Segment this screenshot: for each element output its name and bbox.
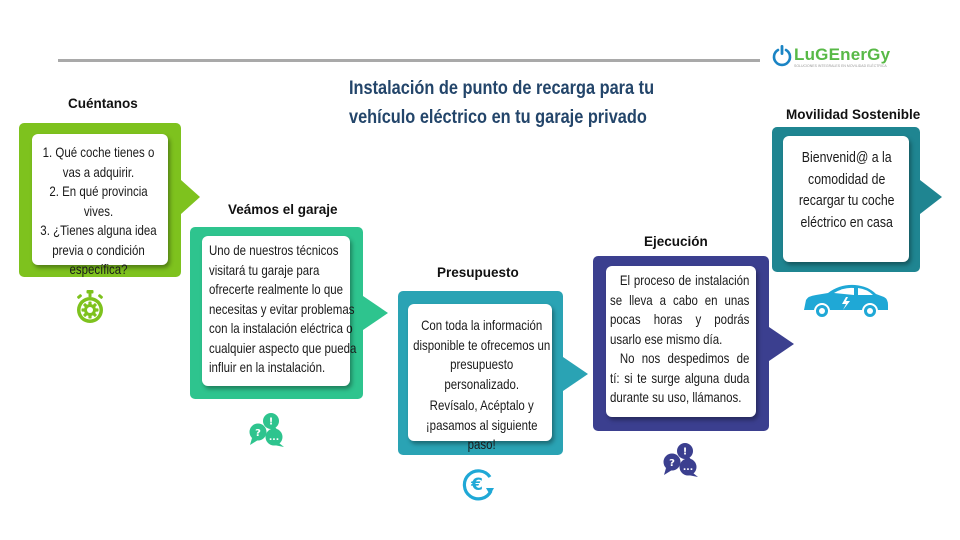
svg-text:!: !: [682, 446, 688, 458]
euro-cycle-icon: [460, 467, 498, 501]
step-4-arrow: [769, 327, 794, 361]
chat-bubbles-icon: [662, 442, 700, 478]
step-1-title: Cuéntanos: [68, 96, 138, 111]
step-4-text-2: No nos despedimos de tí: si te surge alguna duda durante su uso, llámanos.: [610, 350, 750, 405]
brand-name: LuGEnerGy: [794, 45, 891, 64]
step-1-arrow: [181, 180, 200, 214]
brand-logo: [772, 44, 912, 72]
step-3-text: Con toda la información disponible te ofrecemos un presupuesto personalizado.: [413, 317, 551, 392]
header-rule: [58, 59, 760, 62]
chat-bubbles-icon: [248, 412, 286, 448]
step-1-card: [32, 134, 168, 277]
step-5-title: Movilidad Sostenible: [786, 107, 921, 122]
step-2-arrow: [363, 296, 388, 330]
power-plug-icon: [772, 44, 792, 68]
list-item: 1. Qué coche tienes o: [42, 144, 155, 160]
title-line-1: Instalación de punto de recarga para tu: [349, 78, 655, 99]
list-item: 3. ¿Tienes alguna idea: [40, 222, 157, 238]
step-3-arrow: [563, 357, 588, 391]
svg-text:...: ...: [682, 463, 694, 473]
step-3-text-2: Revísalo, Acéptalo y ¡pasamos al siguiente paso!: [425, 397, 538, 452]
svg-text:...: ...: [268, 433, 280, 443]
step-5-arrow: [920, 180, 942, 214]
question-list: [37, 143, 160, 280]
svg-text:?: ?: [669, 458, 675, 469]
stopwatch-gear-icon: [74, 290, 106, 324]
step-5-text: Bienvenid@ a la comodidad de recargar tu coche eléctrico en casa: [798, 149, 895, 231]
svg-text:!: !: [268, 416, 274, 428]
step-2-title: Veámos el garaje: [228, 202, 338, 217]
svg-text:€: €: [471, 475, 483, 495]
step-4-card: [606, 266, 756, 417]
brand-tagline: SOLUCIONES INTEGRALES EN MOVILIDAD ELÉCTRICA: [794, 64, 887, 68]
step-4-title: Ejecución: [644, 234, 708, 249]
electric-car-icon: [800, 280, 890, 320]
list-item: previa o condición: [52, 241, 145, 258]
step-3-title: Presupuesto: [437, 265, 519, 280]
svg-text:?: ?: [255, 428, 261, 439]
list-item: vas a adquirir.: [62, 163, 135, 180]
step-4-text: El proceso de instalación se lleva a cabo en unas pocas horas y podrás usarlo ese mismo día.: [610, 272, 750, 347]
page-title: [349, 74, 676, 132]
list-item: específica?: [69, 261, 128, 277]
step-2-card: [202, 236, 357, 386]
title-line-2: vehículo eléctrico en tu garaje privado: [349, 107, 647, 128]
step-3-card: [408, 304, 552, 452]
step-5-card: [783, 136, 909, 262]
list-item: 2. En qué provincia vives.: [49, 183, 148, 219]
step-2-text: Uno de nuestros técnicos visitará tu garaje para ofrecerte realmente lo que necesitas y evitar problemas con la instalación eléctrica o cualquier aspecto que pueda influir en la instalación.: [209, 242, 357, 375]
